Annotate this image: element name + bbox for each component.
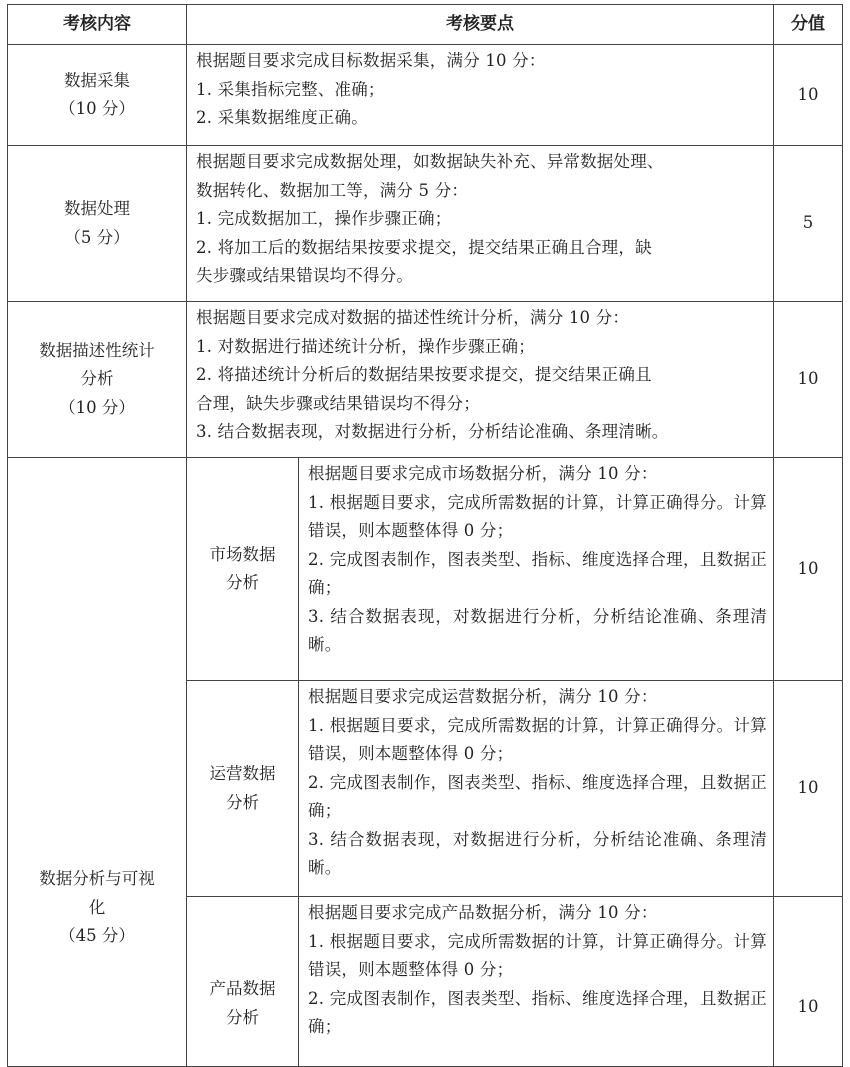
score-cell: 5 <box>774 146 843 302</box>
score-cell: 10 <box>774 681 843 897</box>
header-row <box>8 5 843 45</box>
assessment-table <box>7 4 843 1067</box>
content-cell: 数据分析与可视 化 （45 分） <box>8 458 187 1067</box>
points-cell: 根据题目要求完成运营数据分析，满分 10 分： 1. 根据题目要求，完成所需数据的计算，计算正确得分。计算错误，则本题整体得 0 分； 2. 完成图表制作，图表类型、指标、维度选择合理，且数据正确； 3. 结合数据表现，对数据进行分析，分析结论准确、条理清晰。 <box>299 681 774 897</box>
score-cell: 10 <box>774 45 843 146</box>
score-cell: 10 <box>774 897 843 1067</box>
header-score: 分值 <box>774 5 843 45</box>
points-cell: 根据题目要求完成市场数据分析，满分 10 分： 1. 根据题目要求，完成所需数据的计算，计算正确得分。计算错误，则本题整体得 0 分； 2. 完成图表制作，图表类型、指标、维度选择合理，且数据正确； 3. 结合数据表现，对数据进行分析，分析结论准确、条理清晰。 <box>299 458 774 681</box>
points-cell: 根据题目要求完成数据处理，如数据缺失补充、异常数据处理、 数据转化、数据加工等，满分 5 分： 1. 完成数据加工，操作步骤正确； 2. 将加工后的数据结果按要求提交，提交结果正确且合理，缺 失步骤或结果错误均不得分。 <box>187 146 774 302</box>
sub-name-cell: 产品数据 分析 <box>187 897 299 1067</box>
sub-name-cell: 运营数据 分析 <box>187 681 299 897</box>
content-cell: 数据采集 （10 分） <box>8 45 187 146</box>
score-cell: 10 <box>774 302 843 458</box>
sub-name-cell: 市场数据 分析 <box>187 458 299 681</box>
table-row <box>8 45 843 146</box>
points-cell: 根据题目要求完成产品数据分析，满分 10 分： 1. 根据题目要求，完成所需数据的计算，计算正确得分。计算错误，则本题整体得 0 分； 2. 完成图表制作，图表类型、指标、维度选择合理，且数据正确； <box>299 897 774 1067</box>
header-points: 考核要点 <box>187 5 774 45</box>
points-cell: 根据题目要求完成目标数据采集，满分 10 分： 1. 采集指标完整、准确； 2. 采集数据维度正确。 <box>187 45 774 146</box>
header-content: 考核内容 <box>8 5 187 45</box>
content-cell: 数据处理 （5 分） <box>8 146 187 302</box>
score-cell: 10 <box>774 458 843 681</box>
table-row <box>8 458 843 681</box>
points-cell: 根据题目要求完成对数据的描述性统计分析，满分 10 分： 1. 对数据进行描述统计分析，操作步骤正确； 2. 将描述统计分析后的数据结果按要求提交，提交结果正确且 合理，缺失步骤或结果错误均不得分； 3. 结合数据表现，对数据进行分析，分析结论准确、条理清晰。 <box>187 302 774 458</box>
table-row <box>8 146 843 302</box>
table-row <box>8 302 843 458</box>
content-cell: 数据描述性统计 分析 （10 分） <box>8 302 187 458</box>
